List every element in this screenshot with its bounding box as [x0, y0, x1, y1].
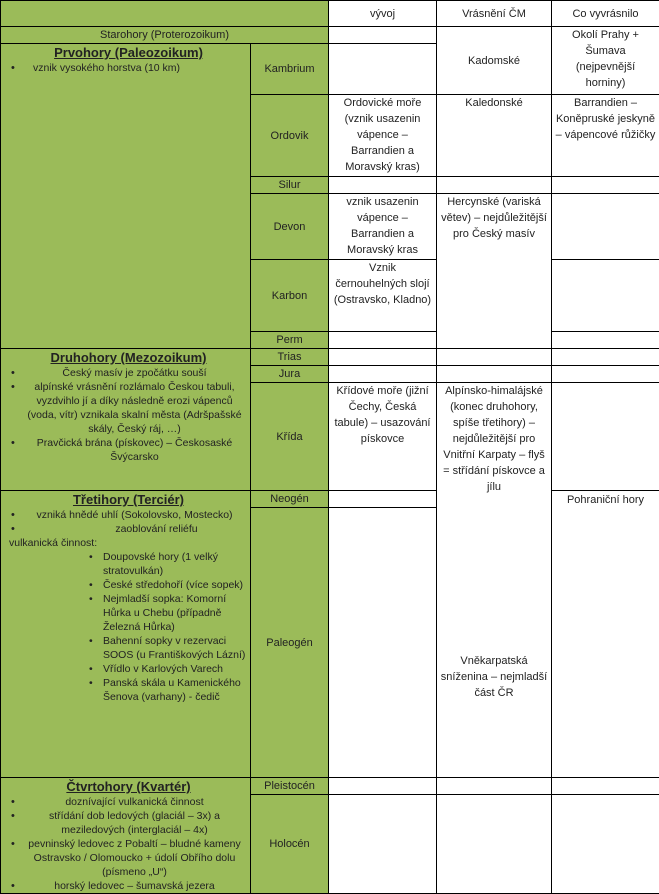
tretihory-title: Třetihory (Terciér): [7, 491, 250, 508]
starohory-cell: Starohory (Proterozoikum): [1, 27, 329, 44]
jura-vrasneni: [437, 366, 552, 383]
period-silur: Silur: [251, 177, 329, 194]
period-trias: Trias: [251, 349, 329, 366]
period-karbon: Karbon: [251, 260, 329, 332]
trias-vrasneni: [437, 349, 552, 366]
period-devon: Devon: [251, 194, 329, 260]
holocen-co: [552, 795, 659, 894]
pohranicni-cell: Pohraniční hory: [552, 491, 659, 778]
list-item: • Český masív je zpočátku souší: [7, 366, 250, 380]
tretihory-cell: [1, 491, 251, 778]
silur-vyvoj: [329, 177, 437, 194]
starohory-vyvoj: [329, 27, 437, 44]
period-neogen: Neogén: [251, 491, 329, 508]
list-item: • alpínské vrásnění rozlámalo Českou tabuli, vyzdvihlo jí a díky následně erozi vápenců (voda, vítr) vznikala skalní města (Adršpašské skály, Český ráj, …): [7, 380, 250, 436]
list-item: • Nejmladší sopka: Komorní Hůrka u Chebu (případně Železná Hůrka): [7, 592, 250, 634]
kadomske-cell: Kadomské: [437, 27, 552, 95]
hercynske-cell: Hercynské (variská větev) – nejdůležitější pro Český masív: [437, 194, 552, 349]
period-ordovik: Ordovik: [251, 95, 329, 177]
devon-vyvoj: vznik usazenin vápence – Barrandien a Moravský kras: [329, 194, 437, 260]
ordovik-vyvoj: Ordovické moře (vznik usazenin vápence – Barrandien a Moravský kras): [329, 95, 437, 177]
vulkan-label: vulkanická činnost:: [7, 536, 250, 550]
period-pleistocen: Pleistocén: [251, 778, 329, 795]
holocen-vyvoj: [329, 795, 437, 894]
header-co-vyvrasnilo: Co vyvrásnilo: [552, 1, 659, 27]
period-kambrium: Kambrium: [251, 44, 329, 95]
list-item: • Doupovské hory (1 velký stratovulkán): [7, 550, 250, 578]
kaledonske-cell: Kaledonské: [437, 95, 552, 177]
period-perm: Perm: [251, 332, 329, 349]
spacer: [440, 495, 548, 653]
period-paleogen: Paleogén: [251, 508, 329, 778]
alpinsko-cell: [437, 383, 552, 778]
list-item: • střídání dob ledových (glaciál – 3x) a meziledových (interglaciál – 4x): [7, 809, 250, 837]
list-item: • pevninský ledovec z Pobaltí – bludné kameny Ostravsko / Olomoucko + údolí Obřího dolu (písmeno „U“): [7, 837, 250, 879]
krida-vyvoj: Křídové moře (jižní Čechy, Česká tabule) – usazování pískovce: [329, 383, 437, 491]
paleogen-vyvoj: [329, 508, 437, 778]
prvohory-title: Prvohory (Paleozoikum): [7, 44, 250, 61]
list-item: • doznívající vulkanická činnost: [7, 795, 250, 809]
silur-vrasneni: [437, 177, 552, 194]
pleistocen-vrasneni: [437, 778, 552, 795]
pleistocen-co: [552, 778, 659, 795]
perm-co: [552, 332, 659, 349]
silur-co: [552, 177, 659, 194]
list-item: • vznik vysokého horstva (10 km): [7, 61, 250, 75]
perm-vyvoj: [329, 332, 437, 349]
druhohory-cell: [1, 349, 251, 491]
list-item: • zaoblování reliéfu: [7, 522, 250, 536]
pleistocen-vyvoj: [329, 778, 437, 795]
alpinsko-text: Alpínsko-himalájské (konec druhohory, spíše třetihory) – nejdůležitější pro Vnitřní Karpaty – flyš = střídání pískovce a jílu: [440, 383, 548, 495]
karbon-vyvoj: Vznik černouhelných slojí (Ostravsko, Kladno): [329, 260, 437, 332]
period-jura: Jura: [251, 366, 329, 383]
header-vrasneni: Vrásnění ČM: [437, 1, 552, 27]
karbon-co: [552, 260, 659, 332]
header-empty: [1, 1, 329, 27]
trias-co: [552, 349, 659, 366]
okoli-prahy-cell: Okolí Prahy + Šumava (nejpevnější horniny): [552, 27, 659, 95]
ordovik-co: Barrandien – Koněpruské jeskyně – vápencové růžičky: [552, 95, 659, 177]
list-item: • horský ledovec – šumavská jezera: [7, 879, 250, 893]
holocen-vrasneni: [437, 795, 552, 894]
list-item: • Panská skála u Kamenického Šenova (varhany) - čedič: [7, 676, 250, 704]
jura-vyvoj: [329, 366, 437, 383]
period-holocen: Holocén: [251, 795, 329, 894]
trias-vyvoj: [329, 349, 437, 366]
krida-co: [552, 383, 659, 491]
ctvrtohory-cell: [1, 778, 251, 894]
list-item: • Bahenní sopky v rezervaci SOOS (u Františkových Lázní): [7, 634, 250, 662]
list-item: • Pravčická brána (pískovec) – Českosaské Švýcarsko: [7, 436, 250, 464]
list-item: • České středohoří (více sopek): [7, 578, 250, 592]
jura-co: [552, 366, 659, 383]
list-item: • Vřídlo v Karlových Varech: [7, 662, 250, 676]
header-vyvoj: vývoj: [329, 1, 437, 27]
druhohory-title: Druhohory (Mezozoikum): [7, 349, 250, 366]
vnekarpatska-text: Vněkarpatská sníženina – nejmladší část ČR: [440, 653, 548, 701]
list-item: • vzniká hnědé uhlí (Sokolovsko, Mostecko): [7, 508, 250, 522]
kambrium-vyvoj: [329, 44, 437, 95]
neogen-vyvoj: [329, 491, 437, 508]
prvohory-cell: [1, 44, 251, 349]
ctvrtohory-title: Čtvrtohory (Kvartér): [7, 778, 250, 795]
period-krida: Křída: [251, 383, 329, 491]
devon-co: [552, 194, 659, 260]
